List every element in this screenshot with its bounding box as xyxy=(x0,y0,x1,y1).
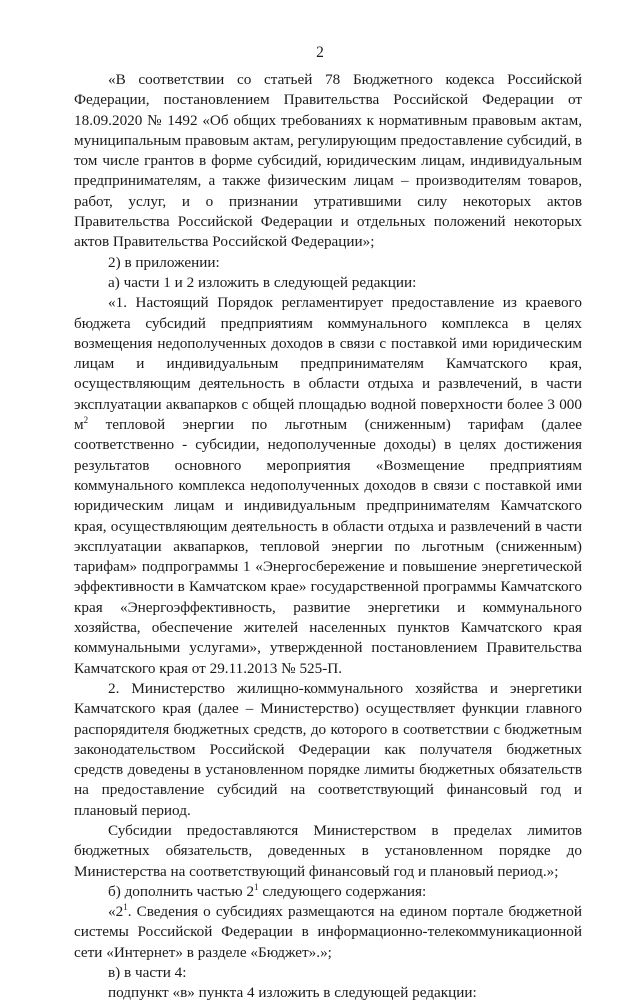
page-number: 2 xyxy=(316,44,324,61)
paragraph-item-2: 2) в приложении: xyxy=(108,253,220,271)
paragraph-legal-basis: «В соответствии со статьей 78 Бюджетного кодекса Российской Федерации, постановлением Правительства Российской Федерации от 18.09.2020 № 1492 «Об общих требованиях к нормативным правовым актам, муниципальным правовым актам, регулирующим предоставление субсидий, в том числе грантов в форме субсидий, юридическим лицам, индивидуальным предпринимателям, а также физическим лицам – производителям товаров, работ, услуг, и о признании утратившими силу некоторых актов Правительства Российской Федерации и отдельных положений некоторых актов Правительства Российской Федерации»; xyxy=(74,71,582,251)
paragraph-item-b: б) дополнить частью $2^1$ следующего содержания: xyxy=(108,881,427,900)
document-body xyxy=(74,70,582,1004)
paragraph-item-c: в) в части 4: xyxy=(108,964,187,982)
paragraph-subitem-v: подпункт «в» пункта 4 изложить в следующей редакции: xyxy=(108,984,477,1002)
paragraph-part-1: «1. Настоящий Порядок регламентирует предоставление из краевого бюджета субсидий предприятиям коммунального комплекса в целях возмещения недополученных доходов в связи с поставкой ими юридическим лицам и индивидуальным предпринимателям Камчатского края, осуществляющим деятельность в области отдыха и развлечений, в части эксплуатации аквапарков с общей площадью водной поверхности более 3 000 $м^2$ тепловой энергии по льготным (сниженным) тарифам (далее соответственно - субсидии, недополученные доходы) в целях достижения результатов основного мероприятия «Возмещение предприятиям коммунального комплекса недополученных доходов в связи с поставкой ими юридическим лицам и индивидуальным предпринимателям Камчатского края, осуществляющим деятельность в области отдыха и развлечений в части эксплуатации аквапарков, тепловой энергии по льготным (сниженным) тарифам» подпрограммы 1 «Энергосбережение и повышение энергетической эффективности в Камчатском крае» государственной программы Камчатского края «Энергоэффективность, развитие энергетики и коммунального хозяйства, обеспечение жителей населенных пунктов Камчатского края коммунальными услугами», утвержденной постановлением Правительства Камчатского края от 29.11.2013 № 525-П. xyxy=(74,294,582,677)
paragraph-part-2-1: «$2^1$. Сведения о субсидиях размещаются на едином портале бюджетной системы Российской Федерации в информационно-телекоммуникационной сети «Интернет» в разделе «Бюджет».»; xyxy=(74,902,582,961)
paragraph-part-2: 2. Министерство жилищно-коммунального хозяйства и энергетики Камчатского края (далее – Министерство) осуществляет функции главного распорядителя бюджетных средств, до которого в соответствии с бюджетным законодательством Российской Федерации как получателя бюджетных средств доведены в установленном порядке лимиты бюджетных обязательств на предоставление субсидий на соответствующий финансовый год и плановый период. xyxy=(74,679,582,819)
paragraph-subsidies: Субсидии предоставляются Министерством в пределах лимитов бюджетных обязательств, доведенных в установленном порядке до Министерства на соответствующий финансовый год и плановый период.»; xyxy=(74,821,582,880)
paragraph-item-a: а) части 1 и 2 изложить в следующей редакции: xyxy=(108,273,417,291)
